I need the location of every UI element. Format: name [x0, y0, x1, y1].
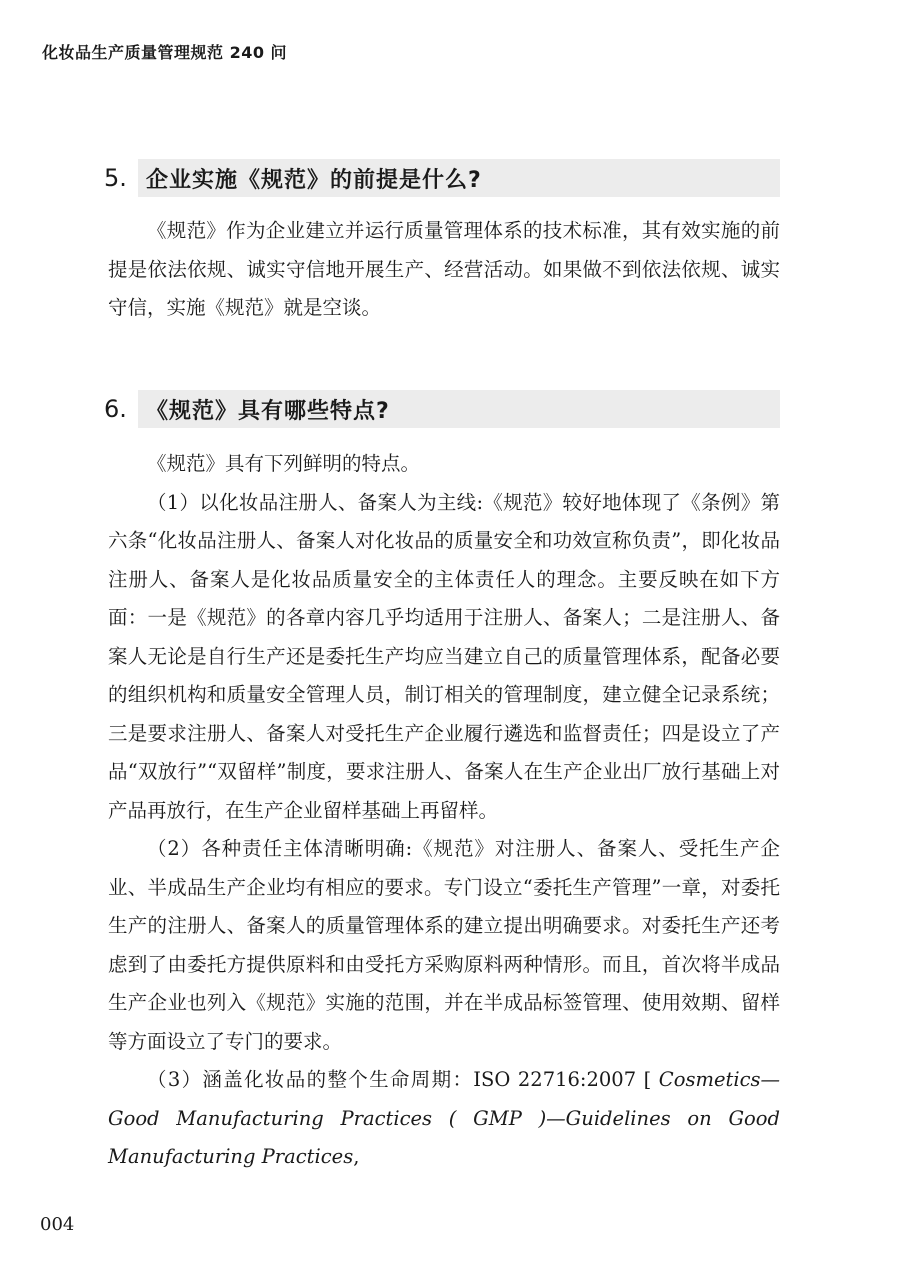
- running-head: 化妆品生产质量管理规范 240 问: [42, 43, 288, 62]
- section-number: 5.: [104, 164, 127, 192]
- paragraph: （2）各种责任主体清晰明确:《规范》对注册人、备案人、受托生产企业、半成品生产企业均有相应的要求。专门设立“委托生产管理”一章，对委托生产的注册人、备案人的质量管理体系的建立提出明确要求。对委托生产还考虑到了由委托方提供原料和由受托方采购原料两种情形。而且，首次将半成品生产企业也列入《规范》实施的范围，并在半成品标签管理、使用效期、留样等方面设立了专门的要求。: [108, 837, 780, 1053]
- standard-title-italic: Cosmetics—Good Manufacturing Practices ( GMP )—Guidelines on Good Manufacturing Practices: [108, 1068, 780, 1168]
- paragraph: 《规范》具有下列鲜明的特点。: [147, 452, 421, 475]
- paragraph: 《规范》作为企业建立并运行质量管理体系的技术标准，其有效实施的前提是依法依规、诚实守信地开展生产、经营活动。如果做不到依法依规、诚实守信，实施《规范》就是空谈。: [108, 219, 780, 319]
- section-title: 企业实施《规范》的前提是什么?: [138, 159, 780, 197]
- section-heading-6: [104, 390, 780, 428]
- section-heading-5: [104, 159, 780, 197]
- paragraph: （1）以化妆品注册人、备案人为主线:《规范》较好地体现了《条例》第六条“化妆品注册人、备案人对化妆品的质量安全和功效宣称负责”，即化妆品注册人、备案人是化妆品质量安全的主体责任人的理念。主要反映在如下方面：一是《规范》的各章内容几乎均适用于注册人、备案人；二是注册人、备案人无论是自行生产还是委托生产均应当建立自己的质量管理体系，配备必要的组织机构和质量安全管理人员，制订相关的管理制度，建立健全记录系统；三是要求注册人、备案人对受托生产企业履行遴选和监督责任；四是设立了产品“双放行”“双留样”制度，要求注册人、备案人在生产企业出厂放行基础上对产品再放行，在生产企业留样基础上再留样。: [108, 490, 780, 822]
- page-number: 004: [40, 1214, 75, 1235]
- paragraph-tail: ,: [353, 1145, 360, 1168]
- section-number: 6.: [104, 395, 127, 423]
- paragraph-lead: （3）涵盖化妆品的整个生命周期：ISO 22716:2007 [: [147, 1068, 659, 1091]
- section-body-5: [108, 212, 780, 328]
- section-title: 《规范》具有哪些特点?: [138, 390, 780, 428]
- paragraph: [108, 1061, 780, 1177]
- section-body-6: [108, 445, 780, 1177]
